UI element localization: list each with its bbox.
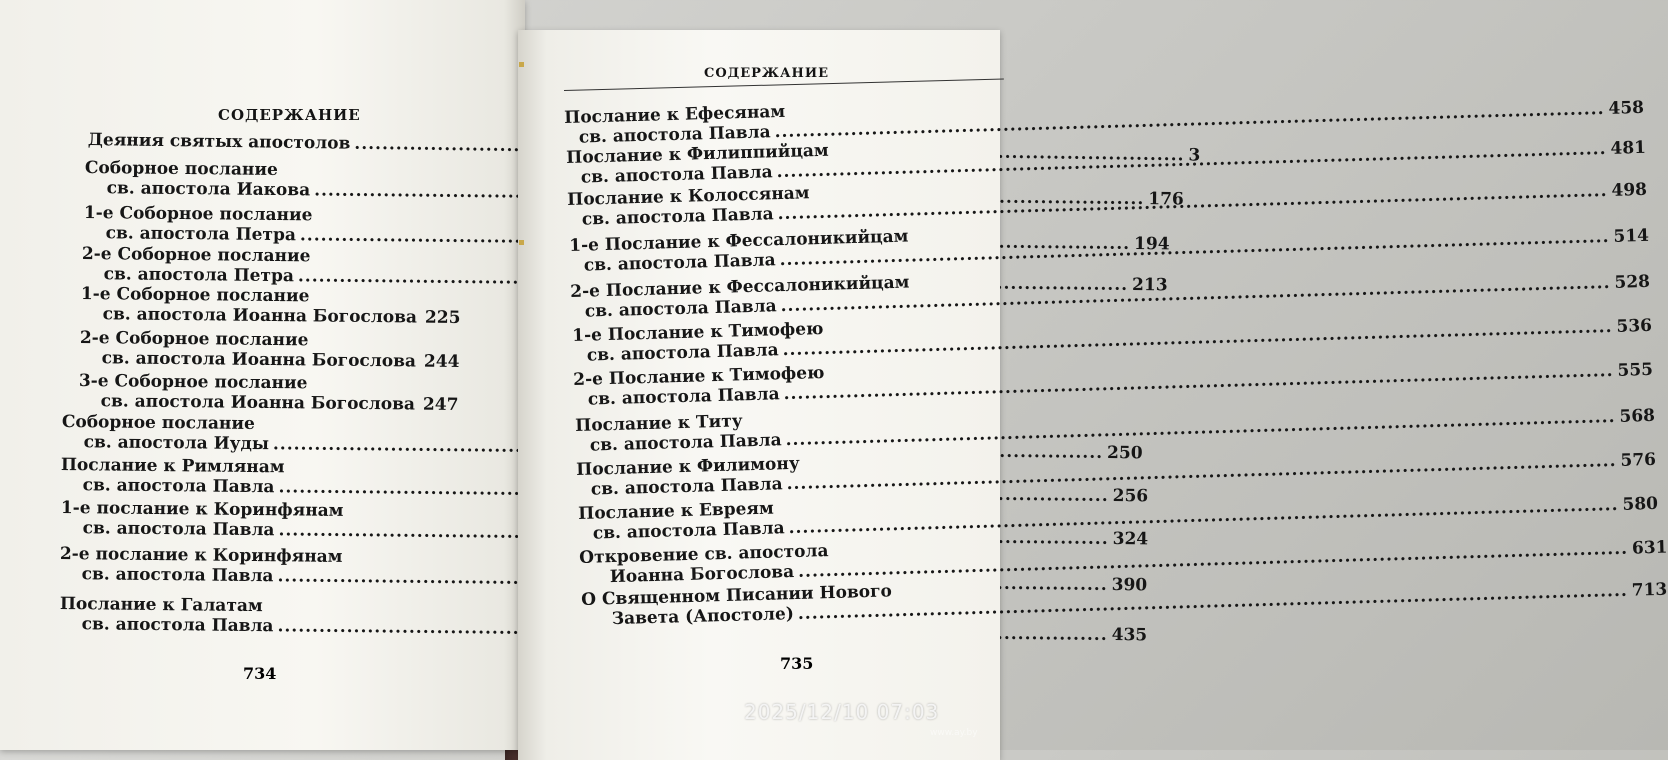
toc-entry-ref-line xyxy=(78,391,440,415)
toc-entry-line: св. апостола Павла xyxy=(582,204,774,229)
toc-page-number: 247 xyxy=(423,395,459,415)
toc-entry-line: св. апостола Павла xyxy=(585,296,777,321)
toc-entry-ref-line xyxy=(62,432,424,456)
toc-entry xyxy=(84,158,446,202)
toc-entry-line: св. апостола Павла xyxy=(83,475,275,497)
toc-entry-line: Послание к Колоссянам xyxy=(567,179,977,210)
gold-edge-mark xyxy=(519,62,524,67)
toc-entry xyxy=(59,594,421,638)
right-page-number: 735 xyxy=(780,654,813,673)
toc-entry-line: Иоанна Богослова xyxy=(610,562,795,587)
toc-entry-line: 1-е Соборное послание xyxy=(83,203,445,227)
toc-page-number: 213 xyxy=(1132,275,1168,295)
toc-entry-line: Послание к Евреям xyxy=(578,492,1009,524)
toc-page-number: 580 xyxy=(1622,494,1658,515)
toc-entry xyxy=(80,328,442,372)
toc-entry-line: 2-е Соборное послание xyxy=(82,244,444,268)
toc-entry-ref-line xyxy=(81,304,443,328)
toc-entry-line: Послание к Ефесянам xyxy=(564,97,968,128)
toc-entry xyxy=(572,314,992,366)
toc-entry-line: Послание к Филиппийцам xyxy=(566,137,973,168)
toc-page-number: 458 xyxy=(1608,98,1644,119)
toc-entry-ref-line xyxy=(61,475,423,499)
toc-entry-line: Откровение св. апостола xyxy=(579,536,1013,568)
right-page-heading: СОДЕРЖАНИЕ xyxy=(704,66,829,81)
toc-entry-line: 2-е Соборное послание xyxy=(80,328,442,352)
toc-entry-ref-line xyxy=(60,564,422,588)
toc-entry-line: Послание к Филимону xyxy=(576,448,1004,480)
toc-page-number: 194 xyxy=(1134,234,1170,254)
toc-entry-line: 1-е Послание к Фессалоникийцам xyxy=(569,224,982,256)
toc-entry-line: св. апостола Иоанна Богослова xyxy=(102,348,417,371)
toc-entry-line: св. апостола Иоанна Богослова xyxy=(103,304,418,327)
toc-entry xyxy=(573,358,996,410)
toc-page-number: 390 xyxy=(1112,575,1148,595)
toc-entry-ref-line xyxy=(59,614,421,638)
toc-page-number: 250 xyxy=(1107,443,1143,463)
toc-entry-line: Деяния святых апостолов xyxy=(88,130,351,154)
toc-entry xyxy=(569,224,983,276)
toc-entry-line: св. апостола Иакова xyxy=(106,178,310,200)
toc-entry-line: Послание к Галатам xyxy=(59,594,421,618)
toc-entry-line: 2-е Послание к Тимофею xyxy=(573,358,995,390)
toc-page-number: 256 xyxy=(1113,486,1149,506)
toc-entry-line: 1-е Соборное послание xyxy=(81,284,443,308)
toc-entry-line: Соборное послание xyxy=(62,412,424,436)
toc-entry xyxy=(62,412,424,456)
toc-entry-line: 2-е послание к Коринфянам xyxy=(60,544,422,568)
toc-entry xyxy=(78,371,440,415)
toc-entry xyxy=(578,492,1010,544)
toc-entry-line: св. апостола Иуды xyxy=(84,432,269,454)
toc-page-number: 528 xyxy=(1614,272,1650,293)
toc-page-number: 176 xyxy=(1148,189,1184,209)
toc-page-number: 631 xyxy=(1632,538,1668,559)
toc-page-number: 435 xyxy=(1111,625,1147,645)
toc-entry-line: св. апостола Павла xyxy=(589,430,781,455)
toc-entry xyxy=(61,455,423,499)
toc-entry-line: св. апостола Иоанна Богослова xyxy=(100,391,415,414)
toc-entry-ref-line xyxy=(80,348,442,372)
toc-entry-line: св. апостола Павла xyxy=(588,384,780,409)
toc-entry-line: св. апостола Петра xyxy=(105,223,295,245)
toc-entry xyxy=(60,544,422,588)
toc-entry-line: 1-е послание к Коринфянам xyxy=(61,498,423,522)
toc-page-number: 498 xyxy=(1611,180,1647,201)
toc-entry xyxy=(88,130,450,155)
toc-entry-line: Завета (Апостоле) xyxy=(611,604,794,629)
toc-entry-line: св. апостола Павла xyxy=(586,340,778,365)
gold-edge-mark xyxy=(519,240,524,245)
toc-entry-ref-line xyxy=(84,178,446,202)
toc-page-number: 536 xyxy=(1616,316,1652,337)
toc-entry-line: св. апостола Павла xyxy=(592,518,784,543)
toc-page-number: 3 xyxy=(1188,145,1200,165)
toc-entry-line: св. апостола Павла xyxy=(82,564,274,586)
toc-entry xyxy=(576,448,1005,500)
toc-entry-line: 3-е Соборное послание xyxy=(79,371,441,395)
toc-entry xyxy=(83,203,445,247)
toc-entry xyxy=(81,284,443,328)
site-watermark: www.ay.by xyxy=(930,728,978,738)
toc-page-number: 576 xyxy=(1620,450,1656,471)
toc-entry-line: Послание к Титу xyxy=(575,404,1000,436)
toc-entry-line: 1-е Послание к Тимофею xyxy=(572,314,991,346)
toc-page-number: 244 xyxy=(424,352,460,372)
left-page-heading: СОДЕРЖАНИЕ xyxy=(218,106,361,124)
toc-entry-line: св. апостола Павла xyxy=(81,614,273,636)
toc-entry xyxy=(82,244,444,288)
toc-entry-ref-line xyxy=(88,130,450,155)
toc-entry-line: св. апостола Павла xyxy=(583,250,775,275)
toc-entry-line: Послание к Римлянам xyxy=(61,455,423,479)
toc-entry-line: св. апостола Павла xyxy=(580,162,772,187)
right-page xyxy=(518,30,1000,760)
toc-entry-line: О Священном Писании Нового xyxy=(581,578,1018,610)
toc-page-number: 324 xyxy=(1112,529,1148,549)
toc-page-number: 225 xyxy=(425,308,461,328)
toc-page-number: 481 xyxy=(1610,138,1646,159)
toc-entry xyxy=(570,270,987,322)
toc-page-number: 555 xyxy=(1617,360,1653,381)
toc-entry-ref-line xyxy=(60,518,422,542)
toc-entry-line: св. апостола Петра xyxy=(104,264,294,286)
toc-page-number: 514 xyxy=(1613,226,1649,247)
toc-entry-line: 2-е Послание к Фессалоникийцам xyxy=(570,270,986,302)
left-page xyxy=(0,0,525,750)
toc-entry-line: св. апостола Павла xyxy=(579,122,771,147)
toc-page-number: 568 xyxy=(1619,406,1655,427)
toc-page-number: 713 xyxy=(1631,580,1667,601)
toc-entry-line: св. апостола Павла xyxy=(591,474,783,499)
toc-entry-line: Соборное послание xyxy=(85,158,447,182)
left-page-number: 734 xyxy=(243,664,276,683)
toc-entry-ref-line xyxy=(83,223,445,247)
photo-timestamp: 2025/12/10 07:03 xyxy=(744,700,939,724)
toc-entry xyxy=(60,498,422,542)
toc-entry-line: св. апостола Павла xyxy=(82,518,274,540)
toc-entry xyxy=(575,404,1001,456)
